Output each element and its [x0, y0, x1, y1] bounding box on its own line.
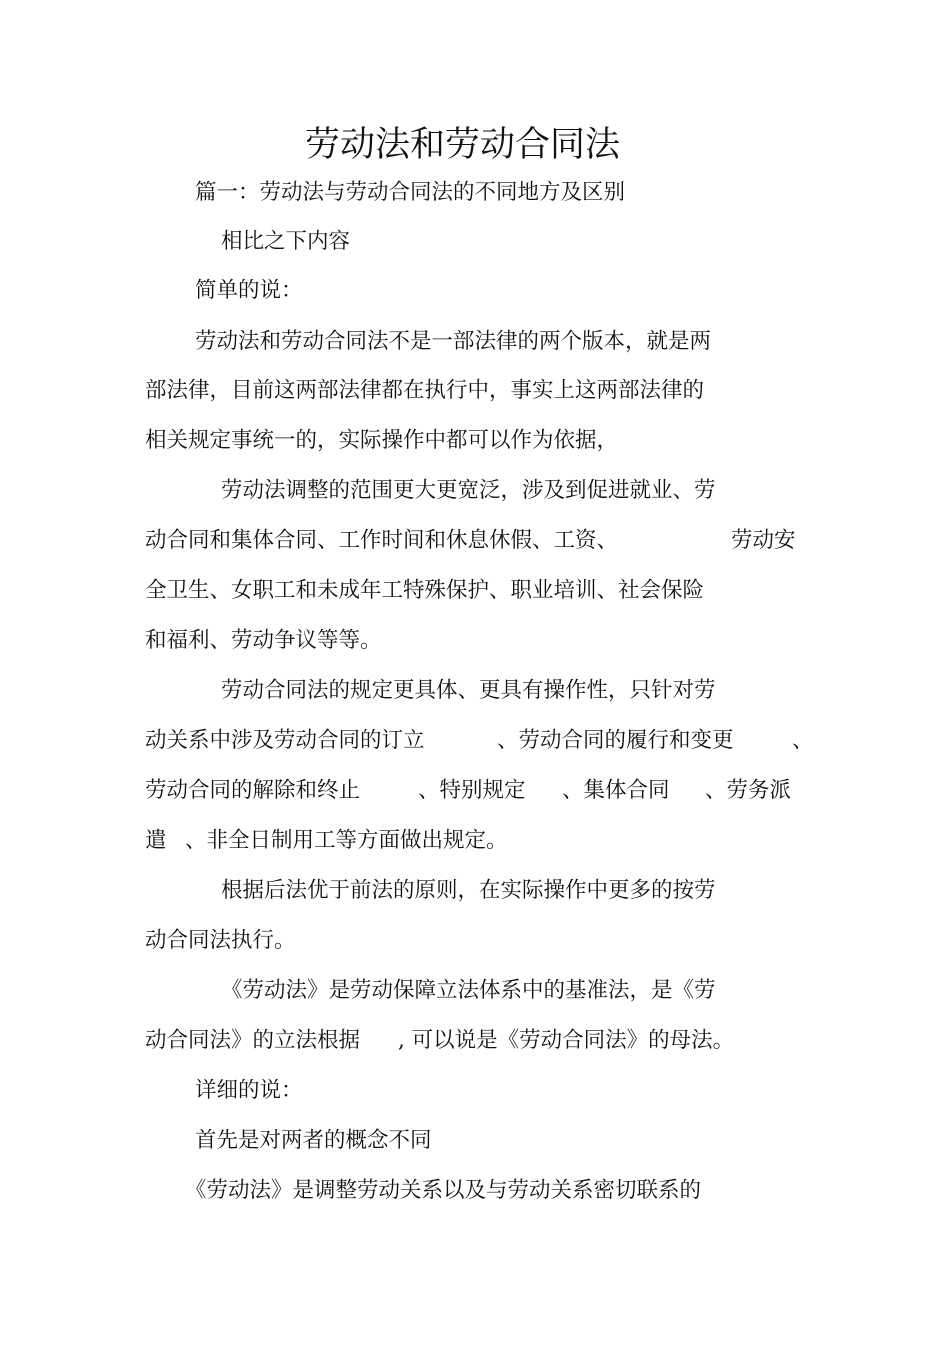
paragraph-line: 、劳务派	[705, 778, 792, 803]
paragraph-line: 动合同法》的立法根据	[145, 1028, 361, 1053]
paragraph-line: 动合同法执行。	[145, 928, 296, 953]
section-heading: 篇一：劳动法与劳动合同法的不同地方及区别	[195, 180, 626, 205]
paragraph-heading: 详细的说：	[195, 1078, 303, 1103]
paragraph-line: 动合同和集体合同、工作时间和休息休假、工资、	[145, 528, 619, 553]
paragraph-line: 动关系中涉及劳动合同的订立	[145, 728, 425, 753]
paragraph-line: 《劳动法》是调整劳动关系以及与劳动关系密切联系的	[185, 1178, 702, 1203]
paragraph-line: 、集体合同	[562, 778, 670, 803]
paragraph-line: 全卫生、女职工和未成年工特殊保护、职业培训、社会保险	[145, 578, 705, 603]
paragraph-line: 遣	[145, 828, 167, 853]
paragraph-line: 劳动安	[731, 528, 796, 553]
paragraph-line: 劳动合同法的规定更具体、更具有操作性，只针对劳	[221, 678, 716, 703]
subheading: 相比之下内容	[221, 229, 351, 254]
paragraph-line: 劳动法调整的范围更大更宽泛，涉及到促进就业、劳	[221, 478, 716, 503]
paragraph-line: 根据后法优于前法的原则，在实际操作中更多的按劳	[221, 878, 716, 903]
paragraph-line: , 可以说是《劳动合同法》的母法。	[398, 1028, 735, 1053]
paragraph-line: 劳动法和劳动合同法不是一部法律的两个版本，就是两	[195, 329, 712, 354]
paragraph-line: 、劳动合同的履行和变更	[497, 728, 734, 753]
paragraph-line: 《劳动法》是劳动保障立法体系中的基准法，是《劳	[221, 978, 716, 1003]
paragraph-line: 、	[792, 728, 814, 753]
paragraph-line: 相关规定事统一的，实际操作中都可以作为依据，	[145, 428, 619, 453]
paragraph-line: 首先是对两者的概念不同	[195, 1128, 432, 1153]
paragraph-heading: 简单的说：	[195, 278, 303, 303]
paragraph-line: 、特别规定	[418, 778, 526, 803]
document-title: 劳动法和劳动合同法	[304, 125, 620, 165]
paragraph-line: 和福利、劳动争议等等。	[145, 628, 382, 653]
paragraph-line: 劳动合同的解除和终止	[145, 778, 361, 803]
paragraph-line: 部法律，目前这两部法律都在执行中，事实上这两部法律的	[145, 378, 705, 403]
paragraph-line: 、非全日制用工等方面做出规定。	[185, 828, 508, 853]
